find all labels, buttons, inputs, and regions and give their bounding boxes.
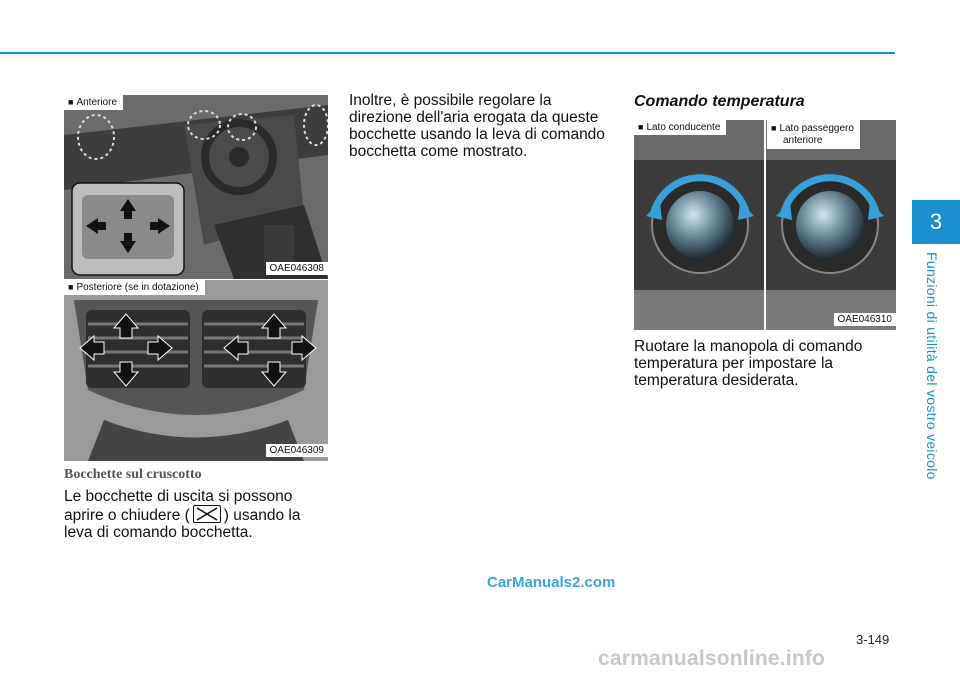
square-bullet-icon: ■	[638, 122, 644, 132]
driver-side-text: Lato conducente	[646, 122, 721, 133]
dashboard-illustration	[64, 95, 328, 279]
vents-line-2	[64, 505, 326, 524]
header-rule	[0, 52, 895, 54]
vents-line-1: Le bocchette di uscita si possono	[64, 488, 293, 505]
driver-side-label	[634, 120, 726, 135]
square-bullet-icon: ■	[68, 282, 74, 292]
rear-vents-illustration	[64, 280, 328, 461]
chapter-title: Funzioni di utilità del vostro veicolo	[924, 252, 940, 480]
section-heading-vents: Bocchette sul cruscotto	[64, 467, 202, 482]
direction-line-1: Inoltre, è possibile regolare la	[349, 92, 552, 109]
direction-line-3: bocchette usando la leva di comando	[349, 126, 605, 143]
square-bullet-icon: ■	[68, 97, 74, 107]
section-heading-temperature: Comando temperatura	[634, 93, 805, 110]
front-figure-label	[64, 95, 123, 110]
temperature-knobs-illustration	[634, 120, 896, 330]
vents-line-2a: aprire o chiudere (	[64, 507, 190, 524]
direction-line-2: direzione dell'aria erogata da queste	[349, 109, 599, 126]
watermark-carmanualsonline[interactable]: carmanualsonline.info	[598, 647, 826, 670]
passenger-side-text-1: Lato passeggero	[779, 123, 854, 134]
chapter-number: 3	[929, 209, 943, 234]
square-bullet-icon: ■	[771, 123, 777, 133]
chapter-tab	[912, 200, 960, 244]
rear-vents-figure	[64, 280, 328, 461]
vents-paragraph	[64, 488, 326, 541]
temperature-figure-code: OAE046310	[834, 313, 897, 326]
temperature-line-1: Ruotare la manopola di comando	[634, 338, 863, 355]
direction-paragraph	[349, 92, 613, 160]
passenger-side-label	[767, 120, 860, 149]
temperature-knobs-figure	[634, 120, 896, 330]
passenger-side-text-2: anteriore	[783, 135, 823, 146]
vent-closed-icon	[193, 505, 221, 523]
temperature-line-2: temperatura per impostare la	[634, 355, 834, 372]
front-vents-figure	[64, 95, 328, 279]
rear-label-text: Posteriore (se in dotazione)	[76, 282, 199, 293]
front-label-text: Anteriore	[76, 97, 118, 108]
watermark-carmanuals2[interactable]: CarManuals2.com	[487, 574, 616, 591]
vents-line-2b: ) usando la	[223, 507, 301, 524]
direction-line-4: bocchetta come mostrato.	[349, 143, 528, 160]
temperature-paragraph	[634, 338, 896, 389]
vents-line-3: leva di comando bocchetta.	[64, 524, 253, 541]
page-number: 3-149	[856, 632, 890, 647]
temperature-line-3: temperatura desiderata.	[634, 372, 799, 389]
rear-figure-code: OAE046309	[266, 444, 329, 457]
front-figure-code: OAE046308	[266, 262, 329, 275]
rear-figure-label	[64, 280, 205, 295]
